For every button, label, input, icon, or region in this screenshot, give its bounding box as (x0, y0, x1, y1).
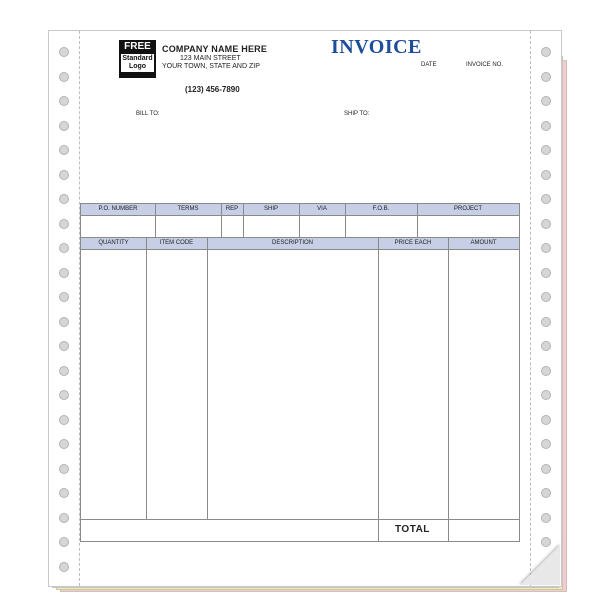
logo-standard-text (121, 54, 154, 72)
tractor-hole (541, 488, 551, 498)
tractor-hole (59, 366, 69, 376)
logo-free-text: FREE (124, 41, 151, 52)
tractor-hole (541, 121, 551, 131)
items-col-divider (207, 238, 208, 519)
tractor-hole (59, 72, 69, 82)
tractor-hole (541, 145, 551, 155)
tractor-hole (59, 292, 69, 302)
company-street: 123 MAIN STREET (180, 55, 241, 62)
amount-header: AMOUNT (470, 240, 497, 246)
tractor-hole (59, 268, 69, 278)
project-header: PROJECT (453, 206, 482, 212)
order-col-divider (345, 204, 346, 237)
total-label: TOTAL (395, 524, 430, 535)
total-row-divider (81, 519, 519, 520)
tractor-hole (541, 170, 551, 180)
tractor-hole (59, 537, 69, 547)
tractor-hole (541, 96, 551, 106)
order-info-header-row (81, 204, 519, 216)
tractor-hole (59, 47, 69, 57)
tractor-hole (541, 390, 551, 400)
terms-header: TERMS (177, 206, 199, 212)
tractor-hole (541, 317, 551, 327)
ship-to-label: SHIP TO: (344, 111, 370, 117)
items-col-divider (378, 238, 379, 541)
via-header: VIA (317, 206, 327, 212)
tractor-hole (541, 243, 551, 253)
date-label: DATE (421, 62, 437, 68)
tractor-hole (59, 243, 69, 253)
tractor-hole (59, 488, 69, 498)
tractor-hole (59, 121, 69, 131)
tractor-hole (59, 96, 69, 106)
quantity-header: QUANTITY (98, 240, 129, 246)
order-col-divider (221, 204, 222, 237)
company-city: YOUR TOWN, STATE AND ZIP (162, 63, 260, 70)
tractor-hole (59, 219, 69, 229)
company-phone: (123) 456-7890 (185, 85, 240, 94)
order-col-divider (155, 204, 156, 237)
tractor-hole (59, 341, 69, 351)
bill-to-label: BILL TO: (136, 111, 160, 117)
standard-logo (119, 40, 156, 78)
tractor-hole (59, 170, 69, 180)
tractor-hole (59, 194, 69, 204)
tractor-hole (59, 145, 69, 155)
tractor-hole (59, 390, 69, 400)
description-header: DESCRIPTION (271, 240, 313, 246)
tractor-hole (541, 219, 551, 229)
tractor-hole (541, 268, 551, 278)
tractor-hole (541, 513, 551, 523)
company-name: COMPANY NAME HERE (162, 44, 268, 54)
tractor-hole (541, 366, 551, 376)
page-curl (520, 545, 560, 585)
tractor-hole (59, 415, 69, 425)
order-info-table (80, 203, 520, 238)
invoice-number-label: INVOICE NO. (466, 62, 504, 68)
tractor-hole (541, 341, 551, 351)
tractor-hole (541, 439, 551, 449)
tractor-hole (541, 292, 551, 302)
order-col-divider (243, 204, 244, 237)
tractor-hole (541, 194, 551, 204)
tractor-hole (59, 464, 69, 474)
invoice-title: INVOICE (331, 36, 422, 58)
logo-line-2: Logo (128, 63, 147, 70)
tractor-hole (59, 317, 69, 327)
tractor-hole (541, 415, 551, 425)
right-tractor-strip (530, 31, 561, 586)
ship-header: SHIP (263, 206, 278, 212)
tractor-hole (541, 72, 551, 82)
order-col-divider (299, 204, 300, 237)
item-code-header: ITEM CODE (159, 240, 194, 246)
tractor-hole (541, 464, 551, 474)
left-tractor-strip (49, 31, 80, 586)
price-each-header: PRICE EACH (394, 240, 432, 246)
logo-line-1: Standard (122, 55, 153, 62)
tractor-hole (59, 562, 69, 572)
order-col-divider (417, 204, 418, 237)
tractor-hole (59, 439, 69, 449)
tractor-hole (59, 513, 69, 523)
tractor-hole (541, 47, 551, 57)
line-items-table (80, 237, 520, 542)
fob-header: F.O.B. (372, 206, 390, 212)
items-col-divider (448, 238, 449, 541)
items-col-divider (146, 238, 147, 519)
po-number-header: P.O. NUMBER (98, 206, 138, 212)
rep-header: REP (225, 206, 239, 212)
